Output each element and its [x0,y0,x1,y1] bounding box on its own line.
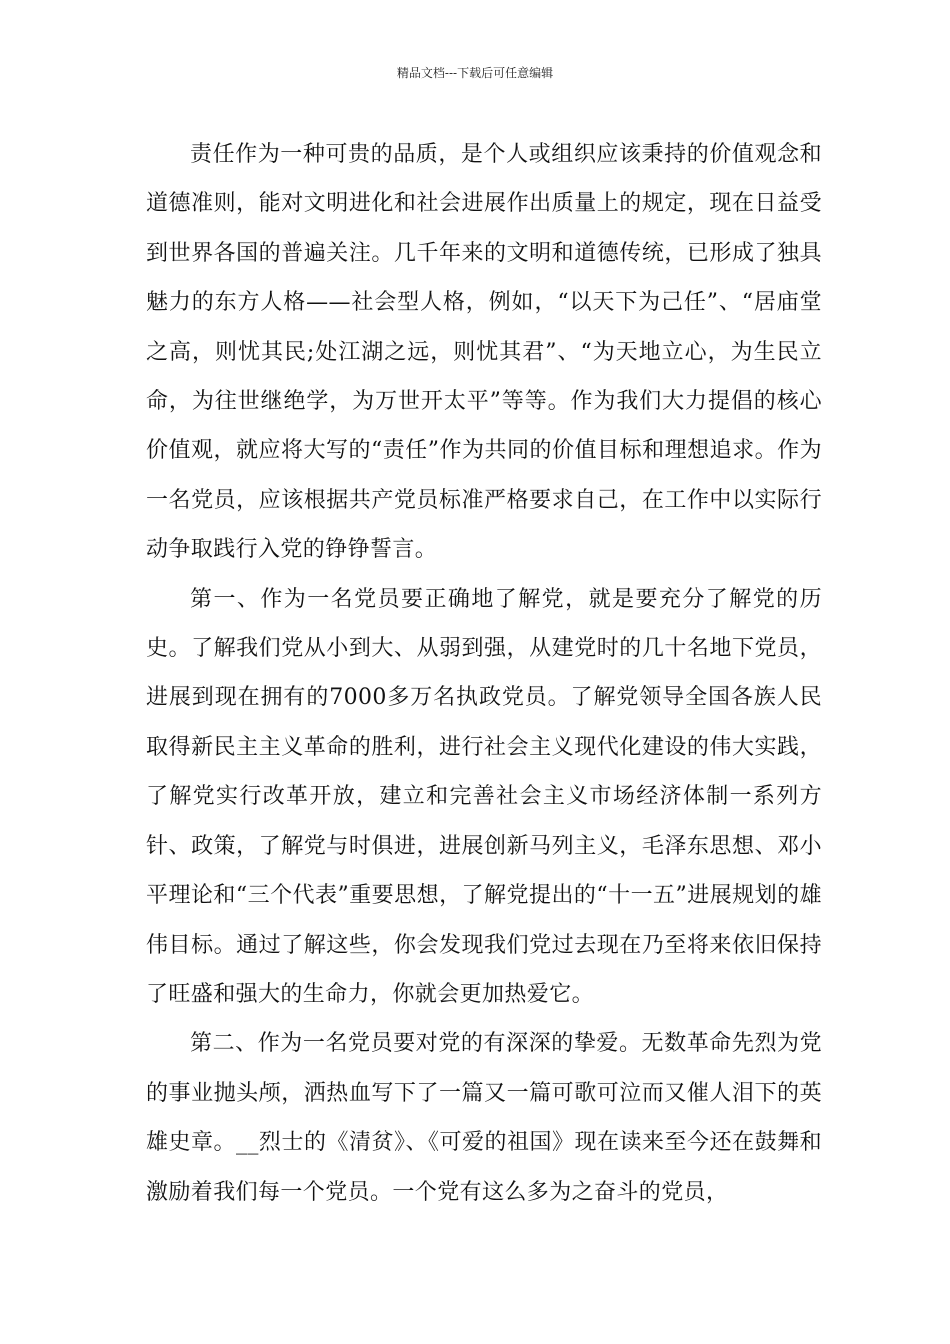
page-header: 精品文档---下载后可任意编辑 [396,66,554,80]
paragraph-first-point: 第一、作为一名党员要正确地了解党，就是要充分了解党的历史。了解我们党从小到大、从弱到强，从建党时的几十名地下党员，进展到现在拥有的7000多万名执政党员。了解党领导全国各族人民取得新民主主义革命的胜利，进行社会主义现代化建设的伟大实践，了解党实行改革开放，建立和完善社会主义市场经济体制一系列方针、政策，了解党与时俱进，进展创新马列主义，毛泽东思想、邓小平理论和“三个代表”重要思想，了解党提出的“十一五”进展规划的雄伟目标。通过了解这些，你会发现我们党过去现在乃至将来依旧保持了旺盛和强大的生命力，你就会更加热爱它。 [146,586,822,1007]
paragraph-responsibility: 责任作为一种可贵的品质，是个人或组织应该秉持的价值观念和道德准则，能对文明进化和社会进展作出质量上的规定，现在日益受到世界各国的普遍关注。几千年来的文明和道德传统，已形成了独具魅力的东方人格——社会型人格，例如，“以天下为己任”、“居庙堂之高，则忧其民;处江湖之远，则忧其君”、“为天地立心，为生民立命，为往世继绝学，为万世开太平”等等。作为我们大力提倡的核心价值观，就应将大写的“责任”作为共同的价值目标和理想追求。作为一名党员，应该根据共产党员标准严格要求自己，在工作中以实际行动争取践行入党的铮铮誓言。 [146,142,822,563]
document-body [146,130,822,1217]
paragraph-second-point: 第二、作为一名党员要对党的有深深的挚爱。无数革命先烈为党的事业抛头颅，洒热血写下了一篇又一篇可歌可泣而又催人泪下的英雄史章。__烈士的《清贫》、《可爱的祖国》现在读来至今还在鼓舞和激励着我们每一个党员。一个党有这么多为之奋斗的党员， [146,1031,822,1205]
